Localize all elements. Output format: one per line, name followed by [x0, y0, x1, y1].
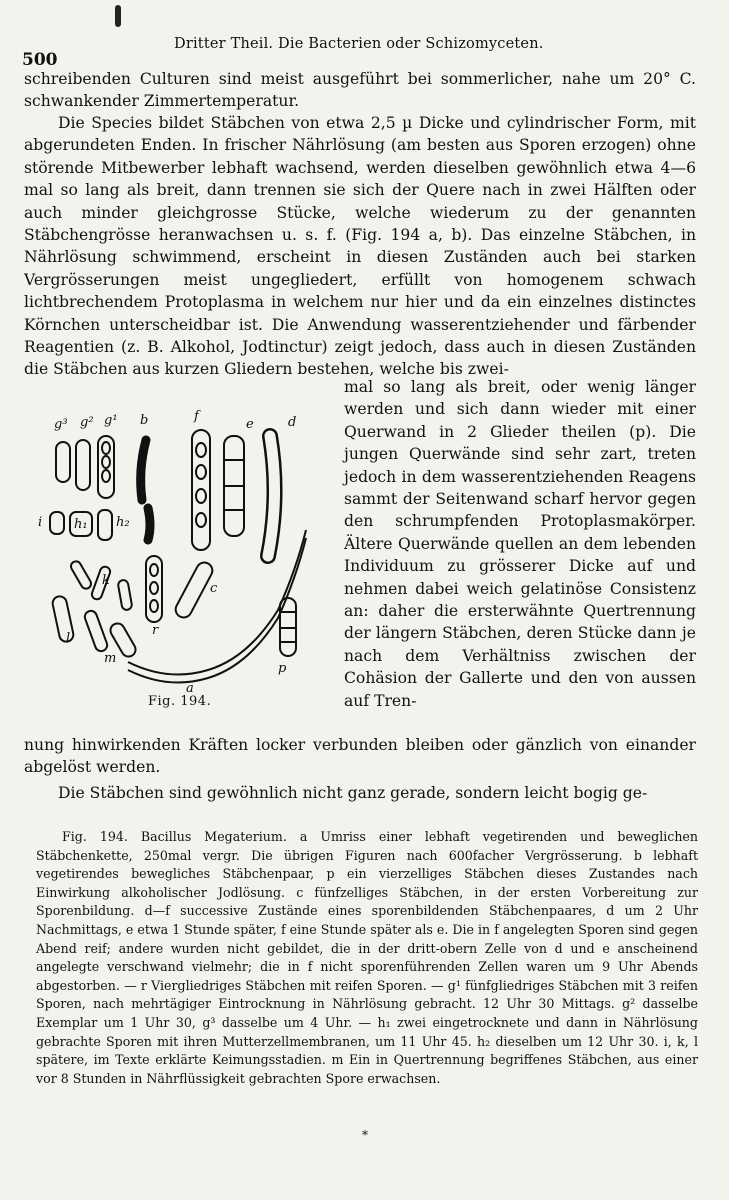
- cell-g3: [56, 442, 70, 482]
- label-h2: h₂: [116, 515, 130, 530]
- label-e: e: [246, 417, 254, 432]
- cell-c: [173, 560, 215, 620]
- cell-h2: [98, 510, 112, 540]
- label-f: f: [194, 409, 199, 424]
- paragraph-2: Die Species bildet Stäbchen von etwa 2,5 µ Dicke und cylindrischer Form, mit abgerundeten Enden. In frischer Nährlösung (am besten aus Sporen erzogen) ohne störende Mitbewerber lebhaft wachsend, werden dieselben gewöhnlich etwa 4—6 mal so lang als breit, dann trennen sie sich der Quere nach in zwei Hälften oder auch minder gleichgrosse Stücke, welche wiederum zu der genannten Stäbchengrösse heranwachsen u. s. f. (Fig. 194 a, b). Das einzelne Stäbchen, in Nährlösung schwimmend, erscheint in diesen Zuständen auch bei starken Vergrösserungen meist ungegliedert, erfüllt von homogenem schwach lichtbrechendem Protoplasma in welchem nur hier und da ein einzelnes distinctes Körnchen unterscheidbar ist. Die Anwendung wasserentziehender und färbender Reagentien (z. B. Alkohol, Jodtinctur) zeigt jedoch, dass auch in diesen Zuständen die Stäbchen aus kurzen Gliedern bestehen, welche bis zwei-: [24, 114, 696, 379]
- cell-i: [50, 512, 64, 534]
- paragraph-1: schreibenden Culturen sind meist ausgeführt bei sommerlicher, nahe um 20° C. schwankender Zimmertemperatur.: [24, 70, 696, 111]
- figure-drawing: [36, 400, 336, 700]
- cell-g2: [76, 440, 90, 490]
- label-r: r: [152, 623, 159, 638]
- label-c: c: [210, 581, 218, 596]
- label-d: d: [288, 415, 297, 430]
- figure-194: [36, 400, 336, 710]
- paragraph-2-wrapped: mal so lang als breit, oder wenig länger werden und sich dann wieder mit einer Querwand in 2 Glieder theilen (p). Die jungen Querwände sind sehr zart, treten jedoch in dem wasserentziehenden Reagens sammt der Seitenwand scharf hervor gegen den schrumpfenden Protoplasmakörper. Ältere Querwände quellen an dem lebenden Individuum zu grösserer Dicke auf und nehmen dabei weich gelatinöse Consistenz an: daher die ersterwähnte Quertrennung der längern Stäbchen, deren Stücke dann je nach dem Verhältniss zwischen der Cohäsion der Gallerte und den von aussen auf Tren-: [344, 378, 696, 710]
- label-b: b: [140, 413, 149, 428]
- label-h1: h₁: [74, 517, 88, 532]
- page-header: [22, 36, 712, 70]
- running-title: Dritter Theil. Die Bacterien oder Schizomyceten.: [174, 36, 544, 52]
- label-m: m: [104, 651, 117, 666]
- label-g1: g¹: [104, 413, 118, 428]
- label-g3: g³: [54, 417, 68, 432]
- page-number: 500: [22, 50, 58, 70]
- label-l: l: [66, 631, 71, 646]
- ink-speck: [115, 5, 121, 27]
- signature-mark: *: [362, 1128, 368, 1142]
- figure-label: Fig. 194.: [148, 694, 212, 709]
- label-g2: g²: [80, 415, 94, 430]
- label-p: p: [278, 661, 287, 676]
- label-k: k: [102, 573, 110, 588]
- figure-caption: Fig. 194. Bacillus Megaterium. a Umriss einer lebhaft vegetirenden und beweglichen Stäbchenkette, 250mal vergr. Die übrigen Figuren nach 600facher Vergrösserung. b lebhaft vegetirendes bewegliches Stäbchenpaar, p ein vierzelliges Stäbchen dieses Zustandes nach Einwirkung alkoholischer Jodlösung. c fünfzelliges Stäbchen, in der ersten Vorbereitung zur Sporenbildung. d—f successive Zustände eines sporenbildenden Stäbchenpaares, d um 2 Uhr Nachmittags, e etwa 1 Stunde später, f eine Stunde später als e. Die in f angelegten Sporen sind gegen Abend reif; andere wurden nicht gebildet, die in der dritt-obern Zelle von d und e anscheinend angelegte verschwand vielmehr; die in f nicht sporenführenden Zellen waren um 9 Uhr Abends abgestorben. — r Viergliedriges Stäbchen mit reifen Sporen. — g¹ fünfgliedriges Stäbchen mit 3 reifen Sporen, nach mehrtägiger Eintrocknung in Nährlösung gebracht. 12 Uhr 30 Mittags. g² dasselbe Exemplar um 1 Uhr 30, g³ dasselbe um 4 Uhr. — h₁ zwei eingetrocknete und dann in Nährlösung gebrachte Sporen mit ihren Mutterzellmembranen, um 11 Uhr 45. h₂ dieselben um 12 Uhr 30. i, k, l spätere, im Texte erklärte Keimungsstadien. m Ein in Quertrennung begriffenes Stäbchen, aus einer vor 8 Stunden in Nährflüssigkeit gebrachten Spore erwachsen.: [36, 829, 698, 1086]
- label-a: a: [186, 681, 194, 696]
- label-i: i: [38, 515, 43, 530]
- paragraph-2-end: nung hinwirkenden Kräften locker verbunden bleiben oder gänzlich von einander abgelöst werden.: [24, 736, 696, 777]
- paragraph-3: Die Stäbchen sind gewöhnlich nicht ganz gerade, sondern leicht bogig ge-: [58, 784, 648, 802]
